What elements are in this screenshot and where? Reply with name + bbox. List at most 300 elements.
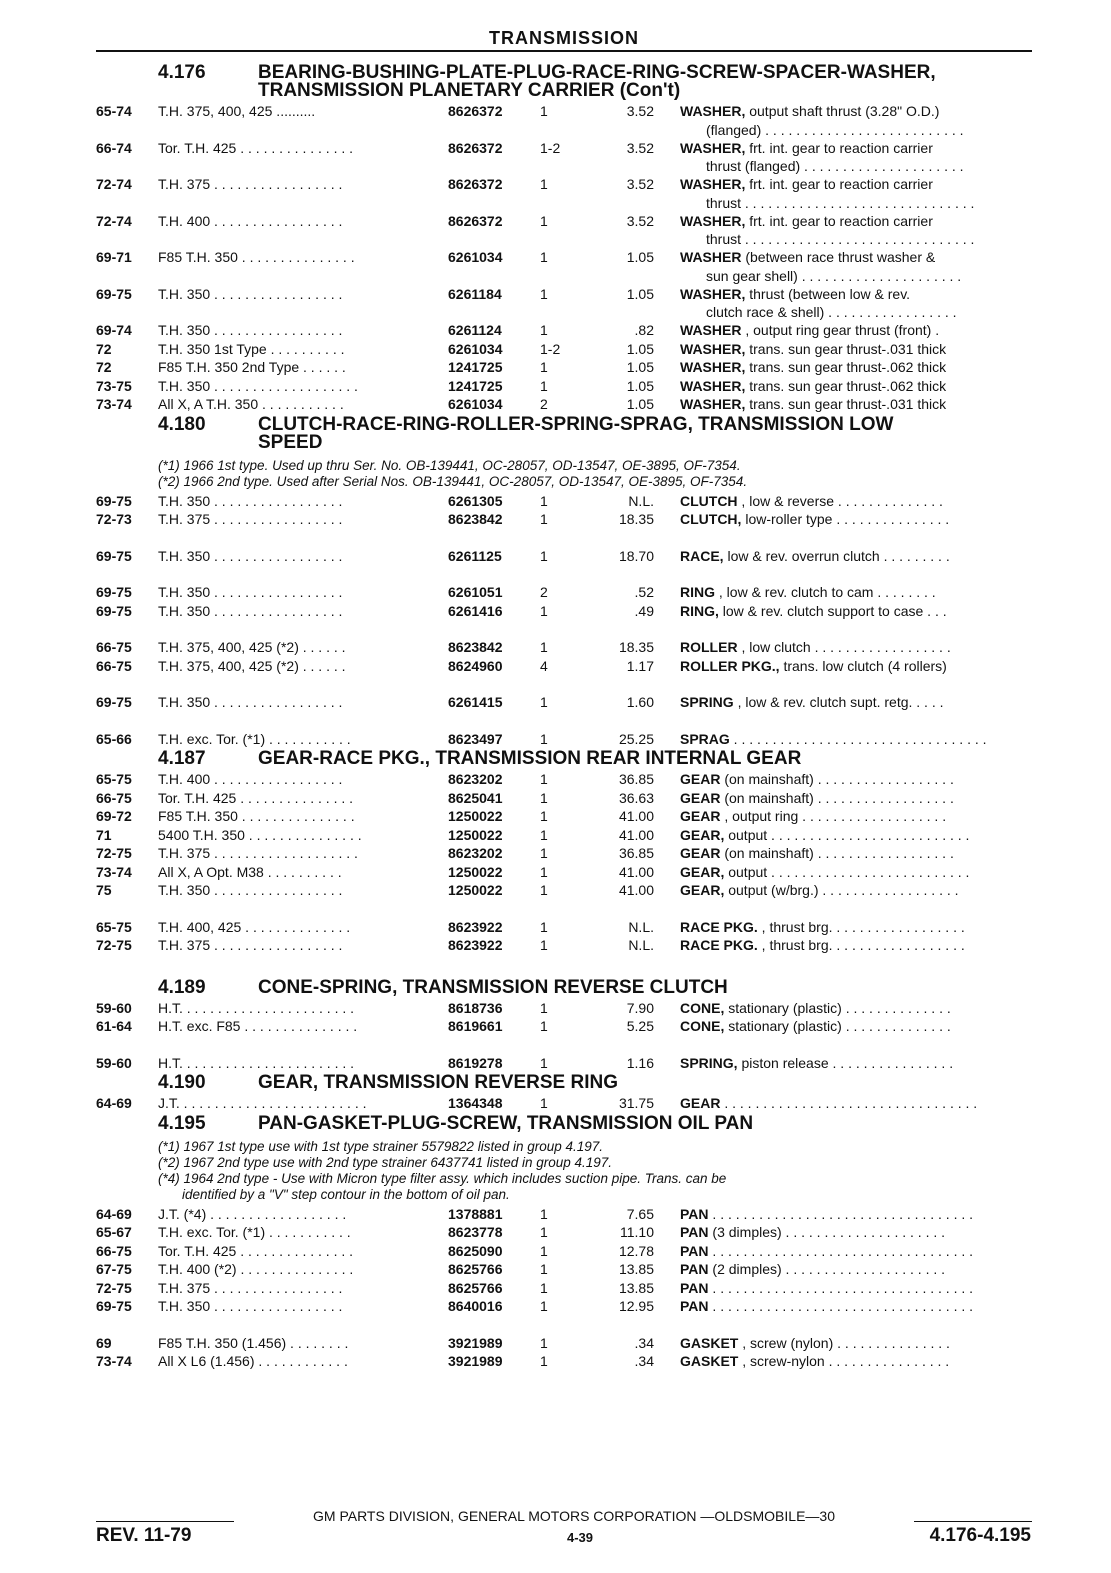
part-name: WASHER, (680, 340, 746, 357)
part-detail: . . . . . . . . . . . . . . . . . . . . . . . . . . . . . . . . . . (708, 1279, 974, 1296)
part-detail: , thrust brg. . . . . . . . . . . . . . . . . . (757, 918, 965, 935)
part-detail: trans. sun gear thrust-.062 thick (745, 359, 947, 375)
part-detail: (between race thrust washer & (741, 249, 936, 265)
section-note: (*2) 1966 2nd type. Used after Serial Nos. OB-139441, OC-28057, OD-13547, OE-3895, OF-7354. (158, 473, 748, 489)
application: T.H. 400 . . . . . . . . . . . . . . . . . (158, 212, 343, 229)
part-detail: low & rev. clutch support to case . . . (718, 602, 947, 619)
part-name: RACE PKG. (680, 918, 758, 935)
parts-row (96, 770, 1046, 789)
application: T.H. 350 . . . . . . . . . . . . . . . . . (158, 1298, 343, 1314)
part-name: GEAR, (680, 826, 725, 843)
model-years: 69-75 (96, 1298, 132, 1314)
part-name: SPRAG (680, 730, 730, 747)
parts-row (96, 547, 1046, 566)
part-number: 8624960 (448, 657, 503, 674)
part-name: WASHER, (680, 139, 746, 156)
model-years: 72 (96, 340, 112, 357)
part-name: GASKET (680, 1353, 739, 1369)
section-number: 4.189 (158, 976, 206, 998)
parts-row (96, 1334, 1046, 1353)
part-description (680, 638, 1046, 657)
price: 18.70 (618, 547, 654, 564)
catalog-section (96, 64, 1046, 414)
application: T.H. 400 (*2) . . . . . . . . . . . . . . . (158, 1261, 354, 1277)
quantity: 1 (540, 1242, 548, 1259)
part-number: 1250022 (448, 863, 503, 880)
price: 1.05 (626, 359, 654, 375)
quantity: 1 (540, 322, 548, 338)
part-number: 1378881 (448, 1205, 503, 1222)
part-detail: output (w/brg.) . . . . . . . . . . . . . . . . . . (724, 882, 959, 898)
part-number: 6261034 (448, 340, 503, 357)
model-years: 69-71 (96, 249, 132, 265)
quantity: 1 (540, 1018, 548, 1034)
application: T.H. 350 . . . . . . . . . . . . . . . . . . . (158, 377, 358, 394)
part-name: SPRING, (680, 1054, 738, 1071)
section-number-spacer (96, 434, 258, 452)
price: 1.60 (626, 694, 654, 710)
section-title-text: PAN-GASKET-PLUG-SCREW, TRANSMISSION OIL PAN (258, 1112, 754, 1134)
part-number: 8640016 (448, 1298, 503, 1314)
section-title-text: CONE-SPRING, TRANSMISSION REVERSE CLUTCH (258, 976, 728, 998)
model-years: 69-75 (96, 285, 132, 302)
quantity: 1-2 (540, 139, 561, 156)
model-years: 69-72 (96, 808, 132, 824)
section-subheading (96, 82, 1046, 100)
part-number: 3921989 (448, 1353, 503, 1369)
part-description (680, 693, 1046, 712)
part-number: 8625766 (448, 1261, 503, 1277)
part-number: 8623842 (448, 639, 503, 655)
parts-row (96, 936, 1046, 955)
model-years: 67-75 (96, 1261, 132, 1277)
quantity: 1 (540, 1224, 548, 1240)
part-detail: , screw-nylon . . . . . . . . . . . . . . . . (738, 1353, 950, 1369)
parts-row (96, 212, 1046, 231)
parts-row (96, 1242, 1046, 1261)
model-years: 61-64 (96, 1018, 132, 1034)
part-name: WASHER (680, 249, 742, 265)
section-number-spacer (96, 82, 258, 100)
part-detail: (on mainshaft) . . . . . . . . . . . . . . . . . . (720, 771, 954, 787)
application: T.H. 375, 400, 425 .......... (158, 103, 316, 119)
quantity: 1 (540, 1353, 548, 1369)
parts-row (96, 340, 1046, 359)
model-years: 64-69 (96, 1205, 132, 1222)
quantity: 1 (540, 730, 548, 747)
part-description (680, 1334, 1046, 1353)
section-number: 4.190 (158, 1072, 206, 1093)
part-description-continued: clutch race & shell) . . . . . . . . . . . . . . . . . (706, 304, 957, 320)
part-detail: . . . . . . . . . . . . . . . . . . . . . . . . . . . . . . . . . . (708, 1298, 974, 1314)
part-number: 8618736 (448, 999, 503, 1016)
parts-row (96, 583, 1046, 602)
part-detail: piston release . . . . . . . . . . . . . . . . (737, 1054, 954, 1071)
application: H.T. . . . . . . . . . . . . . . . . . . . . . . (158, 1054, 355, 1071)
part-description (680, 1242, 1046, 1261)
part-description (680, 789, 1046, 808)
part-description (680, 321, 1046, 340)
application: T.H. 375, 400, 425 (*2) . . . . . . (158, 657, 346, 674)
part-detail: , screw (nylon) . . . . . . . . . . . . . . . (738, 1334, 950, 1351)
model-years: 72 (96, 359, 112, 375)
part-description (680, 212, 1046, 231)
part-detail: (on mainshaft) . . . . . . . . . . . . . . . . . . (720, 845, 954, 861)
part-name: WASHER, (680, 212, 746, 229)
part-name: PAN (680, 1298, 709, 1314)
model-years: 69 (96, 1334, 112, 1351)
model-years: 65-67 (96, 1224, 132, 1240)
part-name: PAN (680, 1205, 709, 1222)
quantity: 1 (540, 103, 548, 119)
part-name: GEAR, (680, 863, 725, 880)
application: H.T. . . . . . . . . . . . . . . . . . . . . . . (158, 999, 355, 1016)
parts-row (96, 918, 1046, 937)
quantity: 1 (540, 863, 548, 880)
price: N.L. (628, 492, 654, 509)
part-number: 6261034 (448, 249, 503, 265)
application: T.H. 350 . . . . . . . . . . . . . . . . . (158, 285, 343, 302)
part-number: 6261184 (448, 285, 502, 302)
quantity: 1 (540, 882, 548, 898)
application: H.T. exc. F85 . . . . . . . . . . . . . . . (158, 1018, 358, 1034)
part-name: WASHER, (680, 285, 746, 302)
price: 1.05 (626, 249, 654, 265)
quantity: 1 (540, 918, 548, 935)
price: 1.05 (626, 285, 654, 302)
price: 1.17 (626, 657, 654, 674)
part-name: RING, (680, 602, 719, 619)
quantity: 1 (540, 602, 548, 619)
part-description (680, 139, 1046, 158)
part-description (680, 1297, 1046, 1316)
parts-row (96, 1279, 1046, 1298)
parts-row (96, 826, 1046, 845)
price: 3.52 (626, 139, 654, 156)
quantity: 1 (540, 1095, 548, 1111)
application: Tor. T.H. 425 . . . . . . . . . . . . . . . (158, 1242, 354, 1259)
price: 41.00 (618, 882, 654, 898)
part-name: PAN (680, 1224, 709, 1240)
part-name: PAN (680, 1261, 709, 1277)
part-number: 1241725 (448, 377, 503, 394)
quantity: 1 (540, 492, 548, 509)
application: All X L6 (1.456) . . . . . . . . . . . . (158, 1353, 348, 1369)
part-name: GEAR (680, 771, 721, 787)
parts-row (96, 638, 1046, 657)
quantity: 1 (540, 377, 548, 394)
part-number: 6261124 (448, 322, 502, 338)
part-number: 8626372 (448, 212, 503, 229)
page-title: TRANSMISSION (488, 28, 639, 48)
model-years: 65-66 (96, 730, 132, 747)
part-description (680, 918, 1046, 937)
model-years: 66-74 (96, 139, 132, 156)
price: .82 (634, 322, 654, 338)
parts-row (96, 657, 1046, 676)
price: 41.00 (618, 826, 654, 843)
part-name: RACE PKG. (680, 937, 758, 953)
parts-row (96, 1205, 1046, 1224)
model-years: 66-75 (96, 789, 132, 806)
part-detail: . . . . . . . . . . . . . . . . . . . . . . . . . . . . . . . . . . (708, 1242, 974, 1259)
quantity: 1 (540, 212, 548, 229)
model-years: 72-75 (96, 845, 132, 861)
model-years: 69-75 (96, 602, 132, 619)
section-title-text: GEAR-RACE PKG., TRANSMISSION REAR INTERNAL GEAR (258, 748, 802, 769)
part-name: WASHER, (680, 176, 746, 192)
part-detail: output . . . . . . . . . . . . . . . . . . . . . . . . . . (724, 826, 970, 843)
application: T.H. 375 . . . . . . . . . . . . . . . . . . . (158, 845, 358, 861)
parts-row (96, 175, 1046, 194)
part-description (680, 102, 1046, 121)
quantity: 1 (540, 937, 548, 953)
parts-row (96, 1017, 1046, 1036)
part-number: 6261305 (448, 492, 503, 509)
parts-row (96, 1297, 1046, 1316)
quantity: 1 (540, 1205, 548, 1222)
price: 36.63 (618, 789, 654, 806)
parts-row (96, 139, 1046, 158)
application: T.H. 350 . . . . . . . . . . . . . . . . . (158, 492, 343, 509)
application: T.H. 400, 425 . . . . . . . . . . . . . . (158, 918, 351, 935)
quantity: 1 (540, 176, 548, 192)
price: .49 (634, 602, 654, 619)
part-name: WASHER, (680, 103, 746, 119)
section-title-text: GEAR, TRANSMISSION REVERSE RING (258, 1072, 618, 1093)
part-detail: low & rev. overrun clutch . . . . . . . . . (723, 547, 950, 564)
part-number: 1241725 (448, 359, 503, 375)
section-number: 4.180 (158, 413, 206, 435)
model-years: 73-74 (96, 1353, 132, 1369)
catalog-section (96, 413, 1046, 749)
parts-row (96, 492, 1046, 511)
part-number: 8625766 (448, 1279, 503, 1296)
price: N.L. (628, 918, 654, 935)
section-heading (96, 1112, 1046, 1134)
price: 31.75 (618, 1095, 654, 1111)
section-note-continued: identified by a "V" step contour in the bottom of oil pan. (182, 1186, 510, 1202)
parts-row (96, 1054, 1046, 1073)
application: T.H. 375 . . . . . . . . . . . . . . . . . (158, 176, 343, 192)
part-number: 6261125 (448, 547, 502, 564)
part-description (680, 826, 1046, 845)
part-detail: , low & rev. clutch supt. retg. . . . . (733, 694, 944, 710)
part-number: 1364348 (448, 1095, 503, 1111)
part-name: CONE, (680, 999, 725, 1016)
part-name: GEAR, (680, 882, 725, 898)
header-divider (96, 50, 1032, 52)
part-name: ROLLER PKG., (680, 657, 780, 674)
price: 7.65 (626, 1205, 654, 1222)
price: 12.78 (618, 1242, 654, 1259)
part-number: 8626372 (448, 176, 503, 192)
section-notes (96, 1139, 1046, 1203)
part-description (680, 1223, 1046, 1242)
part-number: 8626372 (448, 139, 503, 156)
parts-row (96, 863, 1046, 882)
part-number: 3921989 (448, 1334, 503, 1351)
part-description (680, 807, 1046, 826)
price: .34 (634, 1334, 654, 1351)
part-detail: , low & rev. clutch to cam . . . . . . . . (715, 584, 936, 600)
footer-divider-left (96, 1521, 234, 1522)
model-years: 73-74 (96, 396, 132, 412)
part-name: SPRING (680, 694, 734, 710)
part-name: WASHER, (680, 396, 746, 412)
part-name: GEAR (680, 845, 721, 861)
price: 3.52 (626, 212, 654, 229)
part-detail: trans. sun gear thrust-.031 thick (745, 340, 947, 357)
parts-row (96, 789, 1046, 808)
part-description (680, 510, 1046, 529)
application: F85 T.H. 350 (1.456) . . . . . . . . (158, 1334, 349, 1351)
section-note: (*4) 1964 2nd type - Use with Micron type filter assy. which includes suction pipe. Trans. can be (158, 1170, 727, 1186)
model-years: 73-74 (96, 863, 132, 880)
quantity: 1 (540, 694, 548, 710)
part-description (680, 1352, 1046, 1371)
application: T.H. 400 . . . . . . . . . . . . . . . . . (158, 771, 343, 787)
part-name: CLUTCH (680, 492, 738, 509)
quantity: 1 (540, 639, 548, 655)
parts-row (96, 693, 1046, 712)
model-years: 69-74 (96, 322, 132, 338)
application: T.H. exc. Tor. (*1) . . . . . . . . . . . (158, 730, 351, 747)
section-notes (96, 458, 1046, 490)
part-detail: low-roller type . . . . . . . . . . . . . . . (741, 511, 950, 527)
price: 11.10 (620, 1224, 654, 1240)
model-years: 69-75 (96, 584, 132, 600)
application: F85 T.H. 350 . . . . . . . . . . . . . . . (158, 808, 355, 824)
application: J.T. . . . . . . . . . . . . . . . . . . . . . . . . (158, 1095, 367, 1111)
parts-row (96, 1352, 1046, 1371)
section-title-text: BEARING-BUSHING-PLATE-PLUG-RACE-RING-SCREW-SPACER-WASHER, (258, 62, 936, 83)
section-subheading (96, 431, 1046, 453)
price: 18.35 (618, 639, 654, 655)
price: 1.05 (626, 340, 654, 357)
parts-row (96, 102, 1046, 121)
part-name: RACE, (680, 547, 724, 564)
application: J.T. (*4) . . . . . . . . . . . . . . . . . . (158, 1205, 347, 1222)
application: F85 T.H. 350 2nd Type . . . . . . (158, 359, 346, 375)
application: T.H. 375, 400, 425 (*2) . . . . . . (158, 639, 346, 655)
part-detail: output . . . . . . . . . . . . . . . . . . . . . . . . . . (724, 863, 970, 880)
section-number: 4.176 (158, 62, 206, 83)
part-description-continued: thrust . . . . . . . . . . . . . . . . . . . . . . . . . . . . . . (706, 231, 975, 247)
model-years: 71 (96, 826, 112, 843)
application: T.H. 375 . . . . . . . . . . . . . . . . . (158, 511, 343, 527)
part-description-continued: thrust . . . . . . . . . . . . . . . . . . . . . . . . . . . . . . (706, 194, 975, 211)
part-description-continued: thrust (flanged) . . . . . . . . . . . . . . . . . . . . . (706, 158, 964, 174)
price: N.L. (628, 937, 654, 953)
part-detail: , output ring . . . . . . . . . . . . . . . . . . . (720, 808, 947, 824)
part-detail: trans. sun gear thrust-.031 thick (745, 396, 947, 412)
page-number: 4-39 (566, 1530, 594, 1545)
application: T.H. 350 . . . . . . . . . . . . . . . . . (158, 547, 343, 564)
application: T.H. 350 . . . . . . . . . . . . . . . . . (158, 584, 343, 600)
quantity: 1 (540, 789, 548, 806)
model-years: 66-75 (96, 639, 132, 655)
quantity: 4 (540, 657, 548, 674)
model-years: 69-75 (96, 547, 132, 564)
part-number: 6261034 (448, 396, 503, 412)
footer-divider-right (914, 1521, 1032, 1522)
part-number: 8623922 (448, 937, 503, 953)
application: T.H. 350 . . . . . . . . . . . . . . . . . (158, 322, 343, 338)
application: 5400 T.H. 350 . . . . . . . . . . . . . . . (158, 826, 362, 843)
part-description (680, 881, 1046, 900)
quantity: 1 (540, 1334, 548, 1351)
quantity: 1 (540, 826, 548, 843)
part-description (680, 602, 1046, 621)
model-years: 64-69 (96, 1095, 132, 1111)
part-detail: . . . . . . . . . . . . . . . . . . . . . . . . . . . . . . . . . (729, 730, 987, 747)
part-description (680, 1094, 1046, 1113)
part-detail: (on mainshaft) . . . . . . . . . . . . . . . . . . (720, 789, 954, 806)
application: Tor. T.H. 425 . . . . . . . . . . . . . . . (158, 789, 354, 806)
quantity: 1 (540, 547, 548, 564)
part-detail: , low & reverse . . . . . . . . . . . . . . (737, 492, 943, 509)
footer-publisher: GM PARTS DIVISION, GENERAL MOTORS CORPORATION —OLDSMOBILE—30 (313, 1508, 835, 1524)
catalog-section (96, 1112, 1046, 1371)
section-note: (*1) 1966 1st type. Used up thru Ser. No. OB-139441, OC-28057, OD-13547, OE-3895, OF-7354. (158, 457, 741, 473)
parts-row (96, 1260, 1046, 1279)
part-name: WASHER, (680, 359, 746, 375)
part-description (680, 358, 1046, 377)
parts-row (96, 395, 1046, 414)
part-name: ROLLER (680, 639, 738, 655)
model-years: 59-60 (96, 1054, 132, 1071)
part-detail: (2 dimples) . . . . . . . . . . . . . . . . . . . . . (708, 1261, 946, 1277)
section-subtitle-text: TRANSMISSION PLANETARY CARRIER (Con't) (258, 80, 681, 101)
part-description (680, 377, 1046, 396)
part-number: 8623497 (448, 730, 503, 747)
section-heading (96, 976, 1046, 998)
application: T.H. exc. Tor. (*1) . . . . . . . . . . . (158, 1224, 351, 1240)
section-note: (*2) 1967 2nd type use with 2nd type strainer 6437741 listed in group 4.197. (158, 1154, 613, 1170)
part-detail: , low clutch . . . . . . . . . . . . . . . . . . (737, 639, 951, 655)
model-years: 72-74 (96, 212, 132, 229)
part-description (680, 340, 1046, 359)
model-years: 72-73 (96, 511, 132, 527)
model-years: 75 (96, 882, 112, 898)
part-description (680, 492, 1046, 511)
part-detail: trans. low clutch (4 rollers) (779, 657, 947, 674)
part-detail: trans. sun gear thrust-.062 thick (745, 377, 947, 394)
part-number: 8623202 (448, 771, 503, 787)
part-description (680, 1260, 1046, 1279)
part-description (680, 999, 1046, 1018)
model-years: 59-60 (96, 999, 132, 1016)
part-description-continued: (flanged) . . . . . . . . . . . . . . . . . . . . . . . . . . (706, 121, 964, 138)
quantity: 1 (540, 1054, 548, 1071)
model-years: 72-75 (96, 1279, 132, 1296)
part-name: GEAR (680, 789, 721, 806)
part-number: 8623202 (448, 845, 503, 861)
quantity: 1 (540, 771, 548, 787)
part-number: 8623778 (448, 1224, 503, 1240)
section-heading (96, 750, 1046, 768)
part-detail: frt. int. gear to reaction carrier (745, 176, 933, 192)
model-years: 72-74 (96, 176, 132, 192)
part-description (680, 1054, 1046, 1073)
parts-row (96, 358, 1046, 377)
catalog-section (96, 976, 1046, 1073)
price: 13.85 (618, 1261, 654, 1277)
price: 25.25 (618, 730, 654, 747)
part-detail: frt. int. gear to reaction carrier (745, 212, 933, 229)
parts-row (96, 285, 1046, 304)
